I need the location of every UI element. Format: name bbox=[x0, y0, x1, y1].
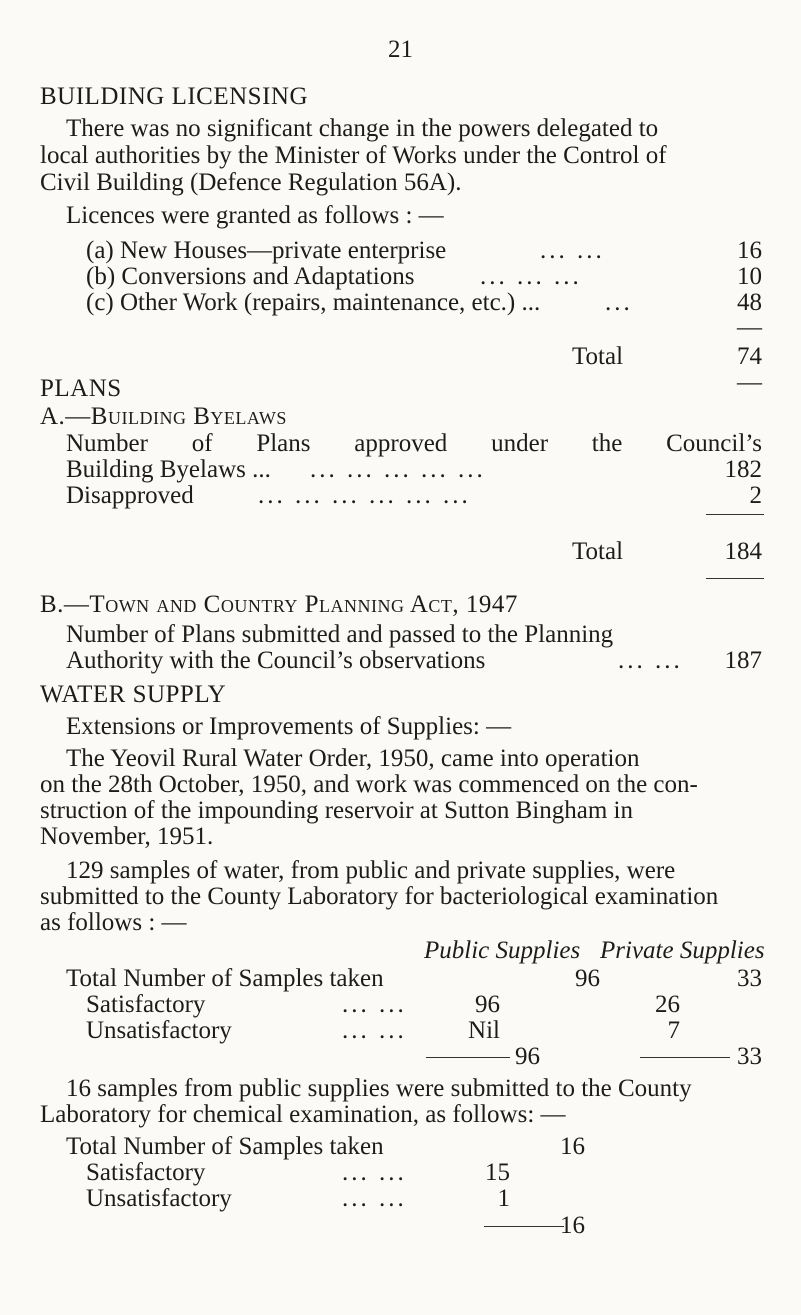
plans-approved-label: Building Byelaws ... bbox=[66, 456, 271, 483]
leader-dots: ... ... bbox=[342, 991, 407, 1018]
total-dash: — bbox=[737, 369, 762, 396]
plans-total-value: 184 bbox=[724, 538, 762, 565]
chem-total: 16 bbox=[560, 1133, 585, 1160]
paragraph-line: 16 samples from public supplies were submitted to the County bbox=[66, 1075, 692, 1102]
licences-intro: Licences were granted as follows : — bbox=[66, 202, 444, 229]
word: approved bbox=[354, 430, 448, 457]
total-rule bbox=[706, 578, 764, 579]
licence-item-label: (c) Other Work (repairs, maintenance, etc.) ... bbox=[86, 289, 541, 316]
bact-total-private: 33 bbox=[737, 965, 762, 992]
chem-satisfactory-label: Satisfactory bbox=[86, 1159, 206, 1186]
bact-sum-public: 96 bbox=[515, 1043, 540, 1070]
subheading-town-country-planning: B.—Town and Country Planning Act, 1947 bbox=[40, 591, 518, 618]
paragraph-line: There was no significant change in the powers delegated to bbox=[66, 115, 659, 142]
paragraph-line: November, 1951. bbox=[40, 823, 214, 850]
bact-unsatisfactory-private: 7 bbox=[667, 1017, 680, 1044]
column-header-private: Private Supplies bbox=[600, 937, 765, 964]
bact-sum-private: 33 bbox=[737, 1043, 762, 1070]
paragraph-line: on the 28th October, 1950, and work was commenced on the con- bbox=[40, 771, 698, 798]
bact-satisfactory-label: Satisfactory bbox=[86, 991, 206, 1018]
leader-dots: ... ... bbox=[618, 647, 683, 674]
sum-rule bbox=[484, 1226, 564, 1227]
leader-dots: ... ... bbox=[540, 237, 605, 264]
bact-total-label: Total Number of Samples taken bbox=[66, 965, 384, 992]
leader-dots: ... ... bbox=[342, 1017, 407, 1044]
paragraph-line: Authority with the Council’s observations bbox=[66, 647, 486, 674]
word: under bbox=[491, 430, 549, 457]
leader-dots: ... ... bbox=[342, 1185, 407, 1212]
leader-dots: ... ... ... ... ... bbox=[310, 456, 486, 483]
word: Plans bbox=[256, 430, 311, 457]
paragraph-line: submitted to the County Laboratory for bacteriological examination bbox=[40, 883, 719, 910]
sum-rule bbox=[640, 1057, 730, 1058]
word: Number bbox=[66, 430, 148, 457]
paragraph-line: Civil Building (Defence Regulation 56A). bbox=[40, 169, 462, 196]
chem-unsatisfactory: 1 bbox=[497, 1185, 510, 1212]
planning-value: 187 bbox=[724, 647, 762, 674]
column-header-public: Public Supplies bbox=[424, 937, 581, 964]
paragraph-line: 129 samples of water, from public and private supplies, were bbox=[66, 857, 676, 884]
subheading-building-byelaws: A.—Building Byelaws bbox=[40, 403, 287, 430]
bact-satisfactory-public: 96 bbox=[475, 991, 500, 1018]
licences-total-label: Total bbox=[572, 343, 624, 370]
leader-dots: ... ... ... bbox=[480, 263, 582, 290]
page-number: 21 bbox=[388, 36, 413, 63]
total-rule bbox=[706, 514, 764, 515]
bact-unsatisfactory-label: Unsatisfactory bbox=[86, 1017, 232, 1044]
leader-dots: ... ... ... ... ... ... bbox=[258, 482, 471, 509]
bact-total-public: 96 bbox=[575, 965, 600, 992]
chem-unsatisfactory-label: Unsatisfactory bbox=[86, 1185, 232, 1212]
word: the bbox=[591, 430, 623, 457]
licence-item-value: 48 bbox=[737, 289, 762, 316]
plans-disapproved-label: Disapproved bbox=[66, 482, 194, 509]
chem-total-label: Total Number of Samples taken bbox=[66, 1133, 384, 1160]
licence-item-label: (a) New Houses—private enterprise bbox=[86, 237, 447, 264]
paragraph-line: The Yeovil Rural Water Order, 1950, came into operation bbox=[66, 745, 640, 772]
bact-unsatisfactory-public: Nil bbox=[468, 1017, 500, 1044]
plans-total-label: Total bbox=[572, 538, 624, 565]
paragraph-line: local authorities by the Minister of Works under the Control of bbox=[40, 142, 667, 169]
paragraph-line: Number of Plans submitted and passed to the Planning bbox=[66, 621, 614, 648]
chem-satisfactory: 15 bbox=[485, 1159, 510, 1186]
licences-total-value: 74 bbox=[737, 343, 762, 370]
section-heading-water-supply: WATER SUPPLY bbox=[40, 681, 227, 708]
plans-approved-value: 182 bbox=[724, 456, 762, 483]
bact-satisfactory-private: 26 bbox=[655, 991, 680, 1018]
paragraph-line: struction of the impounding reservoir at Sutton Bingham in bbox=[40, 797, 633, 824]
plans-disapproved-value: 2 bbox=[749, 482, 762, 509]
section-heading-building-licensing: BUILDING LICENSING bbox=[40, 83, 308, 110]
extensions-heading: Extensions or Improvements of Supplies: — bbox=[66, 713, 512, 740]
chem-sum: 16 bbox=[560, 1212, 585, 1239]
paragraph-line: Laboratory for chemical examination, as follows: — bbox=[40, 1101, 566, 1128]
sum-rule bbox=[426, 1057, 510, 1058]
leader-dots: ... bbox=[605, 289, 633, 316]
section-heading-plans: PLANS bbox=[40, 375, 122, 402]
licence-item-value: 16 bbox=[737, 237, 762, 264]
licence-item-value: 10 bbox=[737, 263, 762, 290]
word: of bbox=[191, 430, 213, 457]
total-dash: — bbox=[737, 314, 762, 341]
licence-item-label: (b) Conversions and Adaptations bbox=[86, 263, 415, 290]
leader-dots: ... ... bbox=[342, 1159, 407, 1186]
paragraph-line: as follows : — bbox=[40, 909, 187, 936]
word: Council’s bbox=[666, 430, 762, 457]
